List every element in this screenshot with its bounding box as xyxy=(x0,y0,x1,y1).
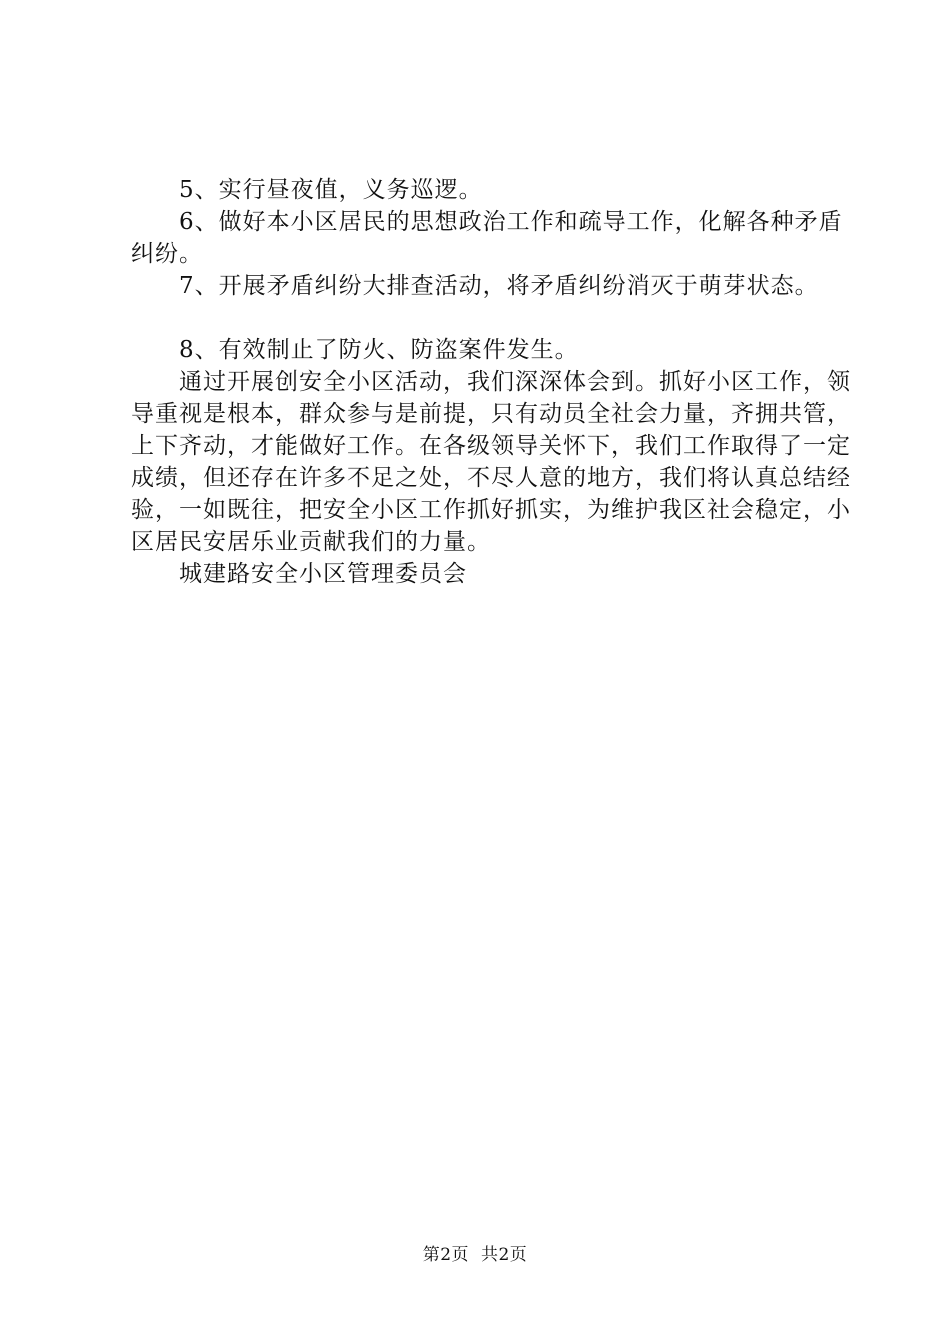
page-number-current: 第2页 xyxy=(422,1245,470,1265)
list-item-5: 5、实行昼夜值，义务巡逻。 xyxy=(179,177,483,203)
summary-paragraph: 通过开展创安全小区活动，我们深深体会到。抓好小区工作，领导重视是根本，群众参与是前提，只有动员全社会力量，齐拥共管，上下齐动，才能做好工作。在各级领导关怀下，我们工作取得了一定成绩，但还存在许多不足之处，不尽人意的地方，我们将认真总结经验，一如既往，把安全小区工作抓好抓实，为维护我区社会稳定，小区居民安居乐业贡献我们的力量。 xyxy=(131,369,851,555)
document-body xyxy=(131,174,851,590)
list-item-7: 7、开展矛盾纠纷大排查活动，将矛盾纠纷消灭于萌芽状态。 xyxy=(179,273,819,299)
signature-line: 城建路安全小区管理委员会 xyxy=(179,561,467,587)
list-item-6: 6、做好本小区居民的思想政治工作和疏导工作，化解各种矛盾纠纷。 xyxy=(131,209,843,267)
list-item-8: 8、有效制止了防火、防盗案件发生。 xyxy=(179,337,579,363)
page-footer xyxy=(0,1243,950,1267)
page-number-total: 共2页 xyxy=(480,1245,528,1265)
